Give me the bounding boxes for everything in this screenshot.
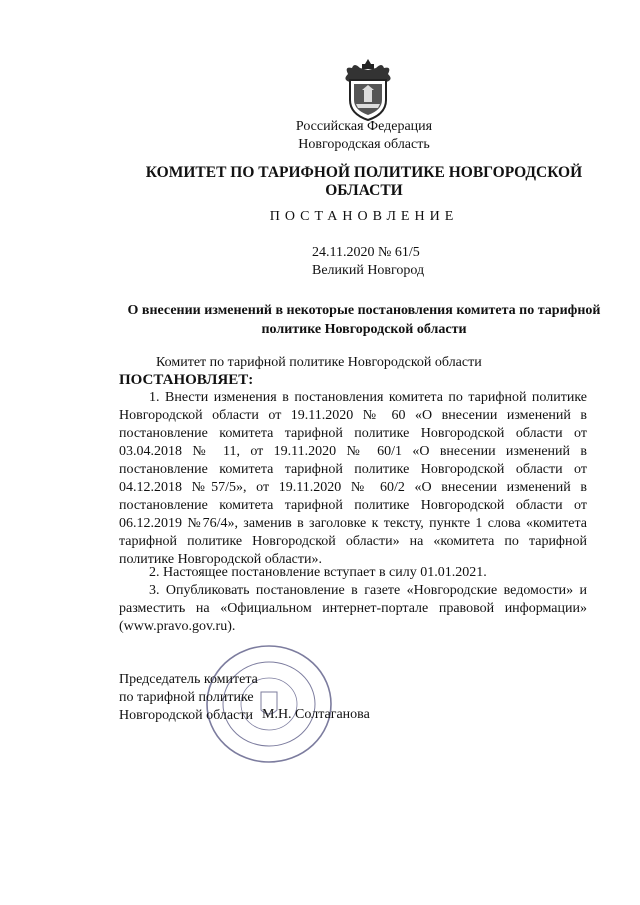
signatory-title-line2: по тарифной политике [119,690,254,705]
signatory-title-line3: Новгородской области [119,708,253,723]
document-city: Великий Новгород [312,263,425,278]
coat-of-arms-icon [340,56,396,122]
signatory-name: М.Н. Солтаганова [262,707,370,722]
committee-title: КОМИТЕТ ПО ТАРИФНОЙ ПОЛИТИКЕ НОВГОРОДСКОЙ ОБЛАСТИ [145,164,583,199]
intro-text: Комитет по тарифной политике Новгородской области [156,355,482,370]
clause-3: 3. Опубликовать постановление в газете «Новгородские ведомости» и разместить на «Официальном интернет-портале правовой информации» (www.pravo.gov.ru). [119,583,587,634]
signatory-title-line1: Председатель комитета [119,672,258,687]
country-name: Российская Федерация [295,119,433,134]
clause-1: 1. Внести изменения в постановления комитета по тарифной политике Новгородской области от 19.11.2020 № 60 «О внесении изменений в постановление комитета тарифной политике Новгородской области от 03.04.2018 № 11, от 19.11.2020 № 60/1 «О внесении изменений в постановление комитета тарифной политике Новгородской области от 04.12.2018 №57/5», от 19.11.2020 № 60/2 «О внесении изменений в постановление комитета тарифной политике Новгородской области от 06.12.2019 №76/4», заменив в заголовке к тексту, пункте 1 слова «комитета тарифной политике Новгородской области» на «комитета по тарифной политике Новгородской области». [119,390,587,567]
document-number: 24.11.2020 № 61/5 [312,245,420,260]
resolves-heading: ПОСТАНОВЛЯЕТ: [119,372,254,388]
clause-2: 2. Настоящее постановление вступает в силу 01.01.2021. [149,565,487,580]
document-type: ПОСТАНОВЛЕНИЕ [269,209,459,224]
document-subject: О внесении изменений в некоторые постановления комитета по тарифной политике Новгородской области [127,303,601,337]
region-name: Новгородская область [298,137,430,152]
